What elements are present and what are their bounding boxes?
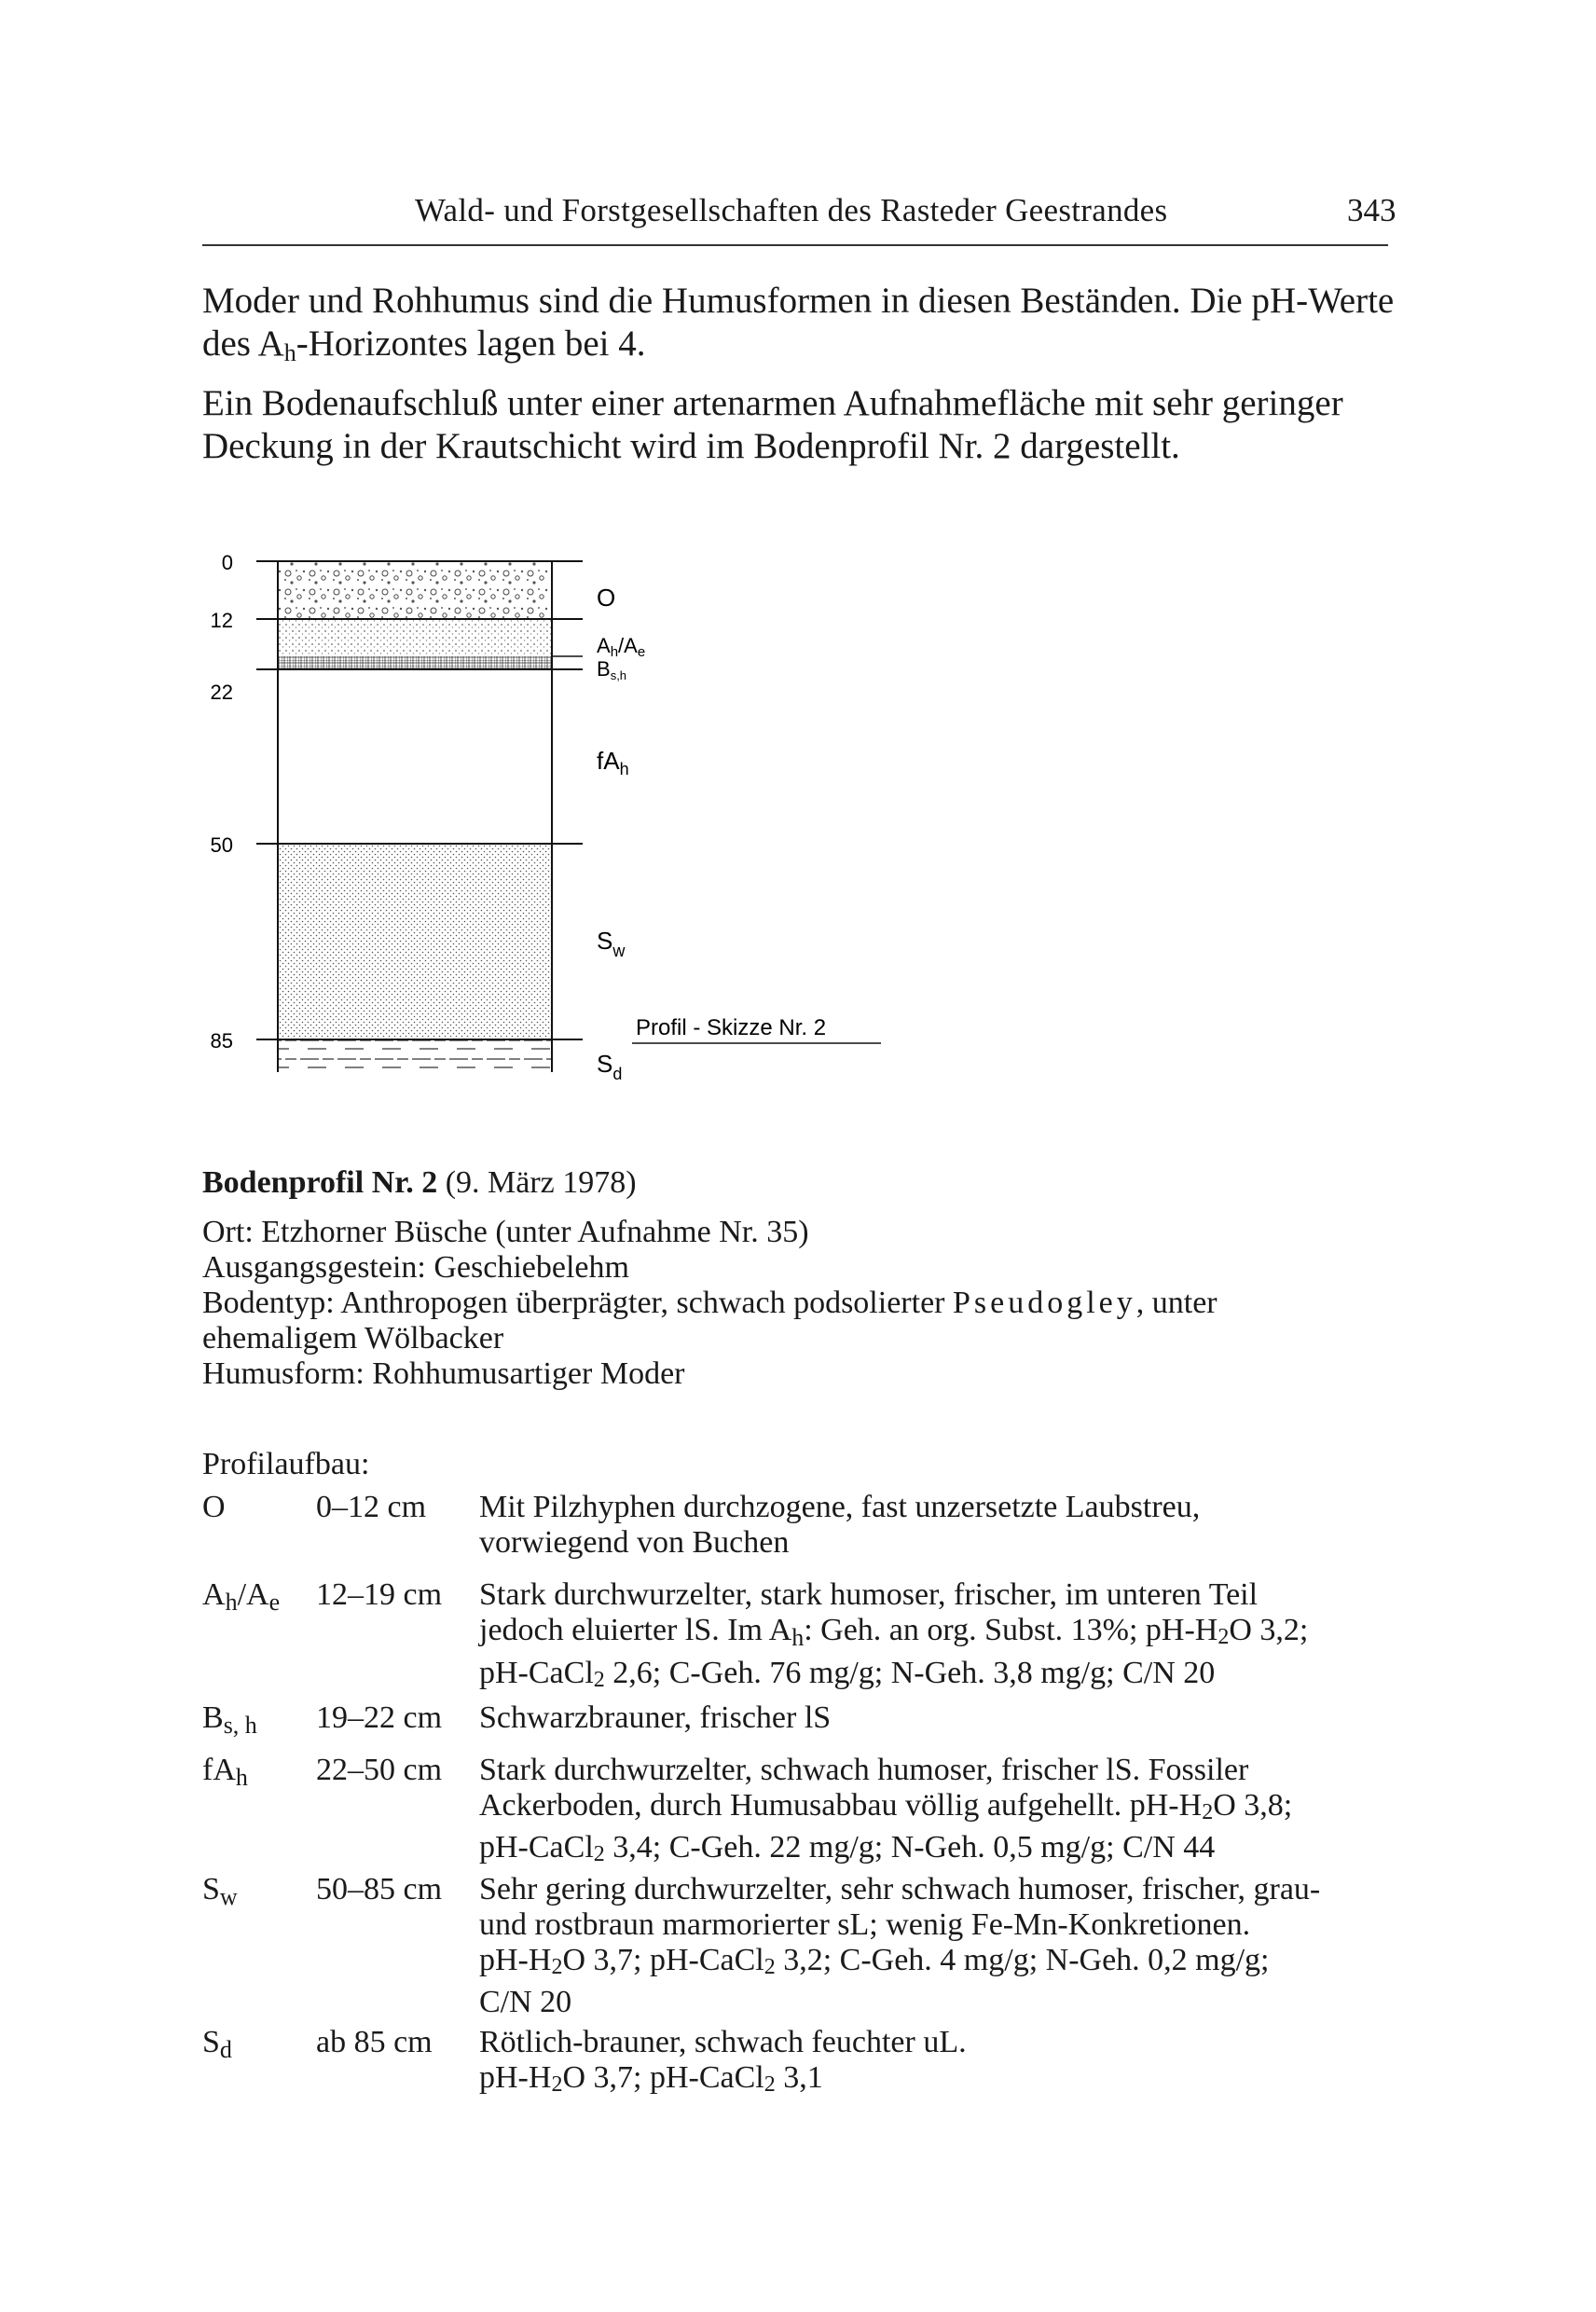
profile-humusform: Humusform: Rohhumusartiger Moder bbox=[202, 1356, 685, 1391]
bodentyp-spaced-word: Pseudogley bbox=[952, 1286, 1136, 1320]
layer-ahae-fill bbox=[278, 619, 552, 656]
description-o: Mit Pilzhyphen durchzogene, fast unzersetzte Laubstreu, vorwiegend von Buchen bbox=[479, 1490, 1201, 1560]
description-sd: Rötlich-brauner, schwach feuchter uL. pH-H2O 3,7; pH-CaCl2 3,1 bbox=[479, 2025, 967, 2097]
layer-bsh-fill bbox=[278, 656, 552, 669]
sketch-caption: Profil - Skizze Nr. 2 bbox=[636, 1015, 827, 1040]
horizon-ahae: $A_h/A_e$ bbox=[202, 1577, 281, 1616]
layer-sd-fill bbox=[278, 1039, 552, 1072]
intro-paragraph-1 bbox=[202, 280, 1405, 375]
depth-sd: ab 85 cm bbox=[316, 2025, 433, 2059]
intro-paragraph-2: Ein Bodenaufschluß unter einer artenarmen Aufnahmefläche mit sehr geringer Deckung in der Krautschicht wird im Bodenprofil Nr. 2 dargestellt. bbox=[202, 383, 1343, 466]
profile-ort: Ort: Etzhorner Büsche (unter Aufnahme Nr. 35) bbox=[202, 1215, 809, 1249]
depth-label-50: 50 bbox=[210, 833, 233, 857]
horizon-label-o: O bbox=[597, 584, 616, 612]
depth-label-22: 22 bbox=[210, 681, 233, 704]
horizon-sw: $S_w$ bbox=[202, 1872, 238, 1910]
header-rule bbox=[202, 244, 1388, 246]
profile-heading-date: (9. März 1978) bbox=[445, 1165, 637, 1200]
horizon-sd: $S_d$ bbox=[202, 2025, 232, 2063]
profile-ausgangsgestein: Ausgangsgestein: Geschiebelehm bbox=[202, 1250, 629, 1285]
profile-bodentyp-line2: ehemaligem Wölbacker bbox=[202, 1321, 504, 1356]
profile-heading-bold: Bodenprofil Nr. 2 bbox=[202, 1165, 438, 1200]
para1-subscript: h bbox=[283, 339, 296, 366]
description-sw: Sehr gering durchwurzelter, sehr schwach humoser, frischer, grau- und rostbraun marmorierter sL; wenig Fe-Mn-Konkretionen. pH-H2O 3,7; pH-CaCl2 3,2; C-Geh. 4 mg/g; N-Geh. 0,2 mg/g; C/N 20 bbox=[479, 1872, 1321, 2019]
depth-label-0: 0 bbox=[221, 551, 233, 574]
layer-fah-fill bbox=[278, 669, 552, 844]
horizon-bsh: $B_{s, h}$ bbox=[202, 1700, 257, 1739]
depth-o: 0–12 cm bbox=[316, 1490, 427, 1524]
depth-ahae: 12–19 cm bbox=[316, 1577, 443, 1612]
depth-label-12: 12 bbox=[210, 609, 233, 632]
soil-profile-sketch bbox=[186, 531, 914, 1091]
description-fah: Stark durchwurzelter, schwach humoser, frischer lS. Fossiler Ackerboden, durch Humusabbau völlig aufgehellt. pH-H2O 3,8; pH-CaCl2 3,4; C-Geh. 22 mg/g; N-Geh. 0,5 mg/g; C/N 44 bbox=[479, 1753, 1293, 1866]
depth-label-85: 85 bbox=[210, 1029, 233, 1053]
description-bsh: Schwarzbrauner, frischer lS bbox=[479, 1700, 832, 1735]
depth-sw: 50–85 cm bbox=[316, 1872, 443, 1906]
layer-sw-fill bbox=[278, 844, 552, 1039]
horizon-o: O bbox=[202, 1490, 226, 1524]
depth-bsh: 19–22 cm bbox=[316, 1700, 443, 1735]
horizon-label-bsh: Bs,h bbox=[597, 657, 627, 682]
depth-fah: 22–50 cm bbox=[316, 1753, 443, 1787]
structure-title: Profilaufbau: bbox=[202, 1447, 370, 1481]
layer-o-fill bbox=[278, 561, 552, 619]
para1-text-a: Moder und Rohhumus sind die Humusformen in diesen Beständen. Die pH-Werte des A bbox=[202, 281, 1395, 364]
description-ahae: Stark durchwurzelter, stark humoser, frischer, im unteren Teil jedoch eluierter lS. Im $A_h$: Geh. an org. Subst. 13%; pH-H2O 3,2; pH-CaCl2 2,6; C-Geh. 76 mg/g; N-Geh. 3,8 mg/g; C/N 20 bbox=[479, 1577, 1309, 1692]
running-title: Wald- und Forstgesellschaften des Rasteder Geestrandes bbox=[415, 192, 1168, 228]
profile-heading bbox=[202, 1165, 637, 1201]
horizon-fah: $fA_h$ bbox=[202, 1753, 248, 1791]
horizon-label-sd: $S_d$ bbox=[597, 1050, 623, 1083]
profile-bodentyp: Bodentyp: Anthropogen überprägter, schwach podsolierter Pseudogley, unter bbox=[202, 1286, 1218, 1320]
horizon-label-sw: $S_w$ bbox=[597, 927, 626, 960]
para1-text-b: -Horizontes lagen bei 4. bbox=[296, 323, 646, 364]
horizon-label-fah: $fA_h$ bbox=[597, 747, 629, 778]
horizon-label-ahae: Ah/Ae bbox=[597, 634, 646, 660]
page-number: 343 bbox=[1347, 192, 1396, 228]
